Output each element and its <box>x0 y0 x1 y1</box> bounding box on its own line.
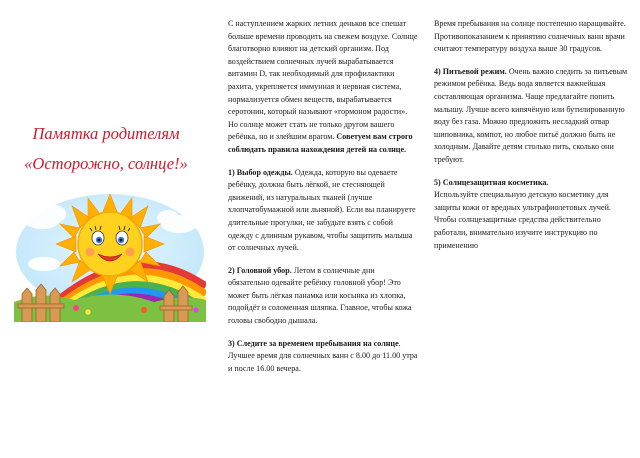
rule-3-continued-text: Время пребывания на солнце постепенно наращивайте. Противопоказанием к принятию солнечных ванн врачи считают температуру воздуха выше 30 градусов. <box>434 19 626 54</box>
middle-column <box>228 18 418 458</box>
title-line-1: Памятка родителям <box>32 124 180 143</box>
rule-2 <box>228 265 418 328</box>
intro-paragraph <box>228 18 418 157</box>
cover-panel <box>0 0 212 440</box>
rule-3 <box>228 338 418 376</box>
rule-1 <box>228 167 418 255</box>
intro-text: С наступлением жарких летних деньков все спешат больше времени проводить на свежем воздухе. Солнце благотворно влияют на детский организм. Под воздействием солнечных лучей вырабатывается витамин D, так необходимый для профилактики рахита, укрепляется иммунная и нервная система, нормализуется обмен веществ, вырабатывается серотонин, который называют «гормоном радости». Но солнце может стать не только другом вашего ребёнка, но и злейшим врагом. <box>228 19 418 142</box>
smiling-sun-rainbow-icon <box>14 190 206 322</box>
rule-3-continued <box>434 18 630 56</box>
rule-3-heading: 3) Следите за временем пребывания на солнце <box>228 338 399 348</box>
rule-1-text: Одежда, которую вы одеваете ребёнку, должна быть лёгкой, не стесняющей движений, из натуральных тканей (лучше хлопчатобумажной или льняной). Если вы планируете длительные прогулки, не забудьте взять с собой одежду с длинным рукавом, чтобы защитить малыша от солнечных лучей. <box>228 167 416 253</box>
rule-1-heading: 1) Выбор одежды. <box>228 167 293 177</box>
rule-5-text: Используйте специальную детскую косметику для защиты кожи от вредных ультрафиолетовых лучей. Чтобы солнцезащитные средства действительно работали, внимательно изучите инструкцию по применению <box>434 190 611 250</box>
rule-4-heading: 4) Питьевой режим. <box>434 66 507 76</box>
right-column <box>434 18 630 458</box>
title-line-2: «Осторожно, солнце!» <box>24 154 188 173</box>
rule-5 <box>434 177 630 253</box>
rule-3-text: . Лучшее время для солнечных ванн с 8.00 до 11.00 утра и после 16.00 вечера. <box>228 338 418 373</box>
rule-5-heading: 5) Солнцезащитная косметика. <box>434 177 549 187</box>
rule-4 <box>434 66 630 167</box>
intro-bold: Советуем вам строго соблюдать правила нахождения детей на солнце. <box>228 132 413 154</box>
rule-4-text: Очень важно следить за питьевым режимом ребёнка. Ведь вода является важнейшая составляющая организма. Чаще предлагайте попить малышу. Лучше всего кипячёную или бутилированную воду без газа. Можно предложить несладкий отвар шиповника, компот, но любое питьё должно быть не холодным. Давайте детям столько пить, сколько они требуют. <box>434 66 628 164</box>
rule-2-heading: 2) Головной убор. <box>228 265 292 275</box>
rule-2-text: Летом в солнечные дни обязательно одевайте ребёнку головной убор! Это может быть лёгкая панамка или косынка из хлопка, подойдёт и соломенная шляпка. Главное, чтобы кожа головы свободно дышала. <box>228 265 412 326</box>
